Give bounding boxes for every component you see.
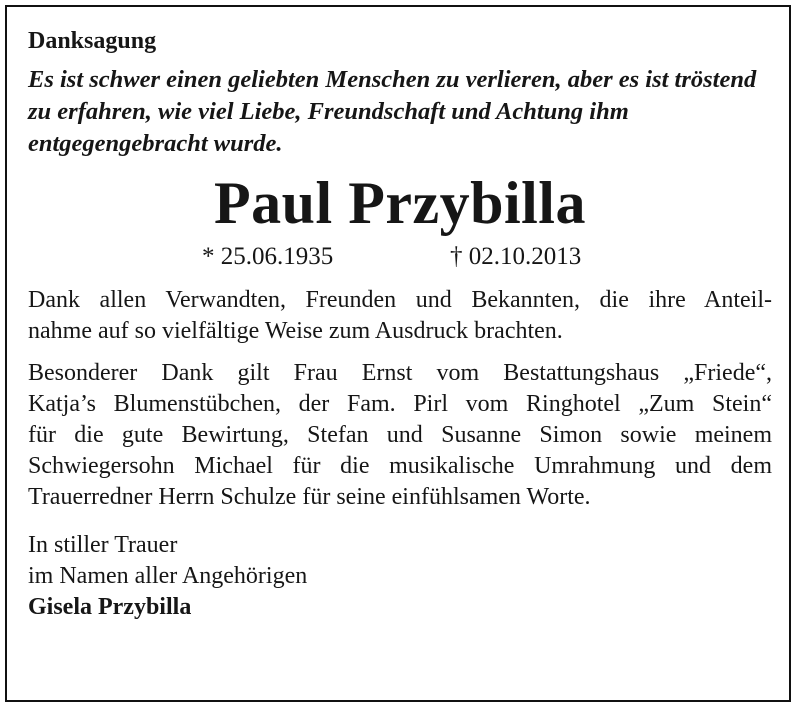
birth-date: * 25.06.1935 bbox=[202, 243, 334, 270]
paragraph-line: für die gute Bewirtung, Stefan und Susanne Simon sowie meinem bbox=[28, 422, 772, 448]
signature: Gisela Przybilla bbox=[28, 594, 192, 620]
life-dates bbox=[24, 240, 776, 274]
paragraph-line: nahme auf so vielfältige Weise zum Ausdruck brachten. bbox=[28, 318, 563, 344]
closing-block bbox=[28, 530, 776, 623]
thanks-paragraph bbox=[28, 285, 772, 347]
deceased-name: Paul Przybilla bbox=[214, 170, 586, 236]
paragraph-line: Katja’s Blumenstübchen, der Fam. Pirl vom Ringhotel „Zum Stein“ bbox=[28, 391, 772, 417]
motto-quote: Es ist schwer einen geliebten Menschen zu verlieren, aber es ist tröstend zu erfahren, wie viel Liebe, Freundschaft und Achtung ihm entgegengebracht wurde. bbox=[28, 66, 757, 157]
notice-heading: Danksagung bbox=[28, 28, 157, 54]
paragraph-line: Schwiegersohn Michael für die musikalische Umrahmung und dem bbox=[28, 453, 772, 479]
death-date: † 02.10.2013 bbox=[450, 243, 582, 270]
paragraph-line: Besonderer Dank gilt Frau Ernst vom Bestattungshaus „Friede“, bbox=[28, 360, 772, 386]
obituary-notice bbox=[24, 22, 776, 623]
closing-line: In stiller Trauer bbox=[28, 532, 178, 558]
special-thanks-paragraph bbox=[28, 358, 772, 513]
paragraph-line: Trauerredner Herrn Schulze für seine einfühlsamen Worte. bbox=[28, 484, 591, 510]
closing-line: im Namen aller Angehörigen bbox=[28, 563, 308, 589]
paragraph-line: Dank allen Verwandten, Freunden und Bekannten, die ihre Anteil- bbox=[28, 287, 772, 313]
